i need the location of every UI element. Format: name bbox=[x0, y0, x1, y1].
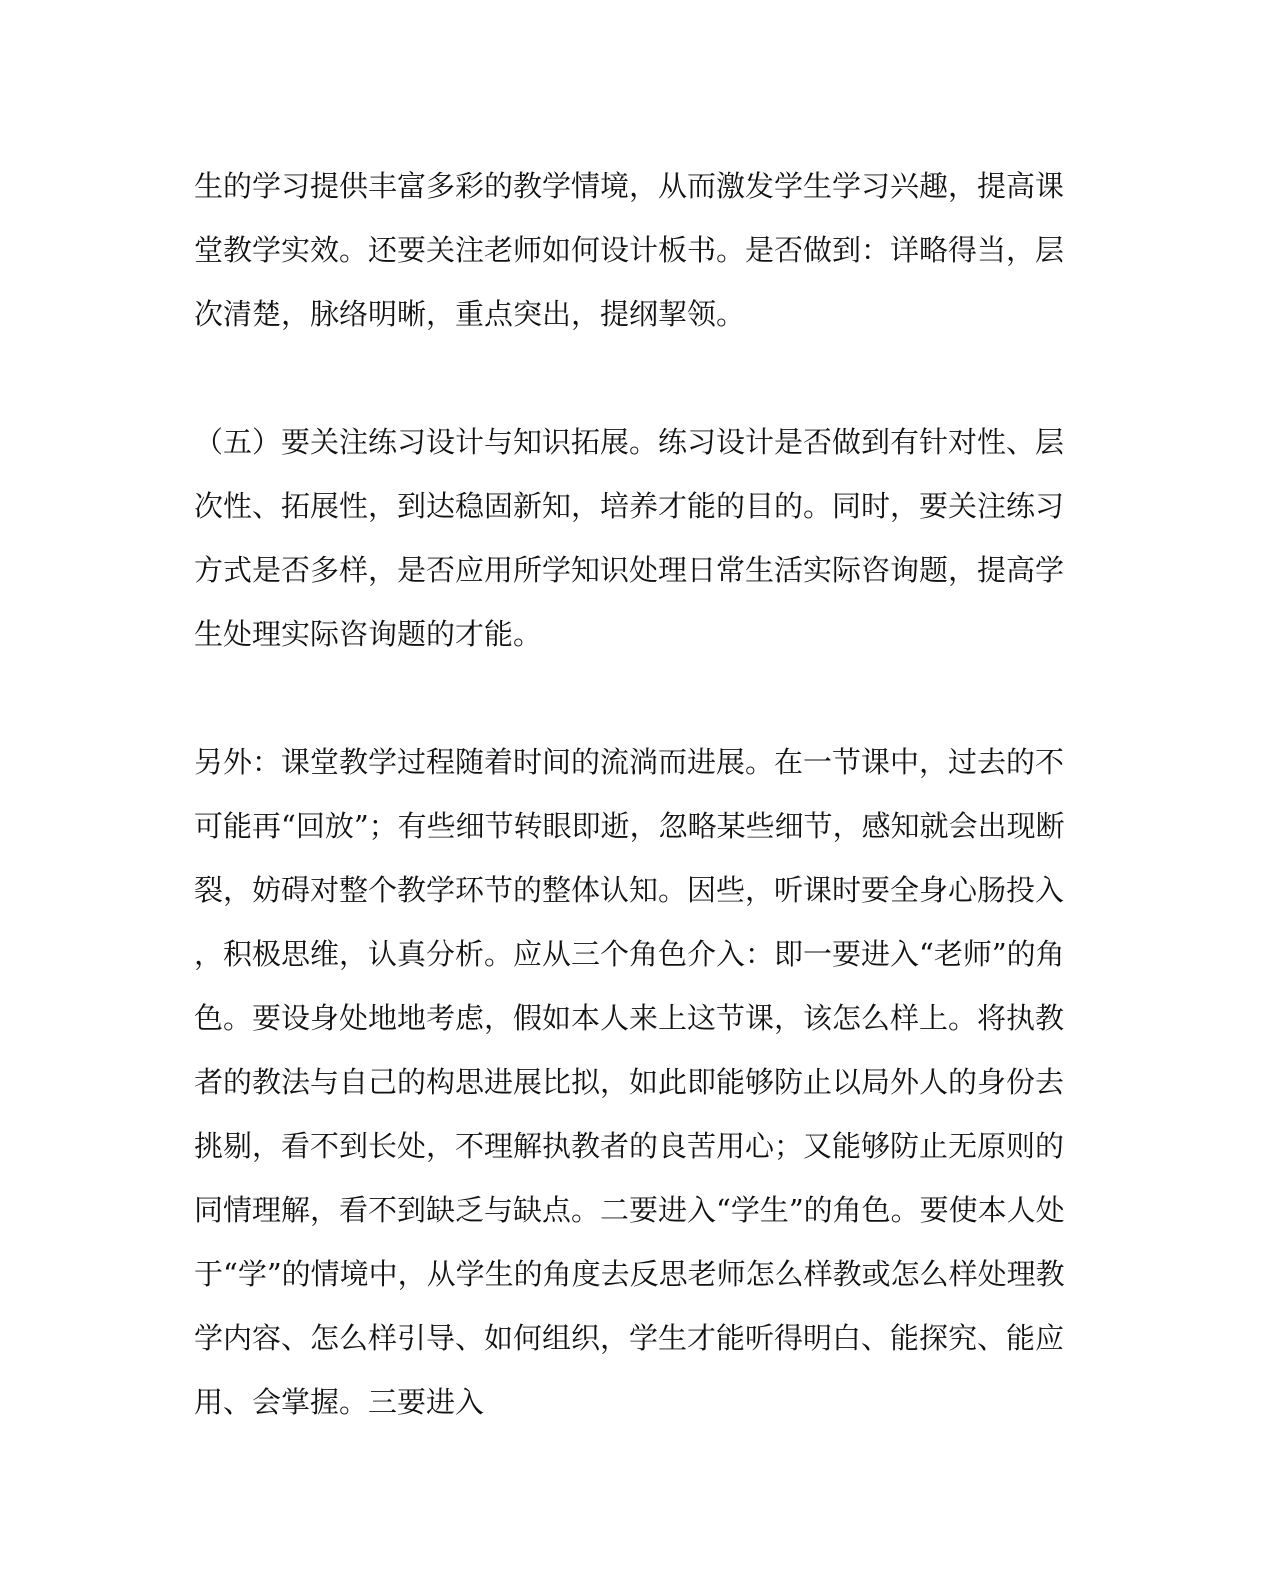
text-line: 学内容、怎么样引导、如何组织，学生才能听得明白、能探究、能应 bbox=[194, 1321, 1065, 1355]
text-line: 裂，妨碍对整个教学环节的整体认知。因些，听课时要全身心肠投入 bbox=[194, 873, 1065, 907]
text-line: 另外：课堂教学过程随着时间的流淌而进展。在一节课中，过去的不 bbox=[194, 745, 1065, 779]
text-line: 堂教学实效。还要关注老师如何设计板书。是否做到：详略得当，层 bbox=[194, 233, 1065, 267]
text-line: 同情理解，看不到缺乏与缺点。二要进入“学生”的角色。要使本人处 bbox=[194, 1193, 1065, 1227]
paragraph-board-design bbox=[194, 154, 1065, 346]
text-line: ，积极思维，认真分析。应从三个角色介入：即一要进入“老师”的角 bbox=[194, 937, 1065, 971]
text-line: 次清楚，脉络明晰，重点突出，提纲挈领。 bbox=[194, 297, 746, 331]
paragraph-practice-design bbox=[194, 410, 1065, 666]
text-line: 生的学习提供丰富多彩的教学情境，从而激发学生学习兴趣，提高课 bbox=[194, 169, 1065, 203]
text-line: 于“学”的情境中，从学生的角度去反思老师怎么样教或怎么样处理教 bbox=[194, 1257, 1065, 1291]
text-line: 挑剔，看不到长处，不理解执教者的良苦用心；又能够防止无原则的 bbox=[194, 1129, 1065, 1163]
text-line: 方式是否多样，是否应用所学知识处理日常生活实际咨询题，提高学 bbox=[194, 553, 1065, 587]
text-line: （五）要关注练习设计与知识拓展。练习设计是否做到有针对性、层 bbox=[194, 425, 1065, 459]
text-line: 可能再“回放”；有些细节转眼即逝，忽略某些细节，感知就会出现断 bbox=[194, 809, 1065, 843]
paragraph-additional-notes bbox=[194, 730, 1065, 1434]
text-line: 者的教法与自己的构思进展比拟，如此即能够防止以局外人的身份去 bbox=[194, 1065, 1065, 1099]
text-line: 次性、拓展性，到达稳固新知，培养才能的目的。同时，要关注练习 bbox=[194, 489, 1065, 523]
text-line: 生处理实际咨询题的才能。 bbox=[194, 617, 543, 651]
text-line: 色。要设身处地地考虑，假如本人来上这节课，该怎么样上。将执教 bbox=[194, 1001, 1065, 1035]
text-line: 用、会掌握。三要进入 bbox=[194, 1385, 485, 1419]
